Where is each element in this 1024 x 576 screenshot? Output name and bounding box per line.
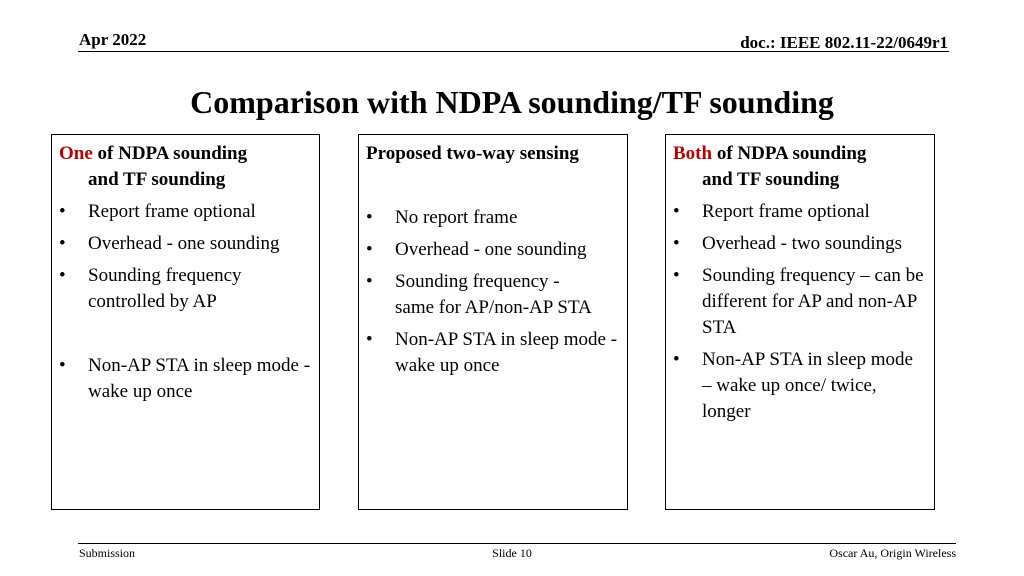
list-item (52, 353, 319, 405)
list-item (666, 347, 934, 425)
list-item (666, 231, 934, 257)
bullet-icon: • (366, 271, 373, 292)
comparison-box-ndpa-and-tf (665, 134, 935, 510)
list-item (359, 327, 627, 379)
list-item (52, 231, 319, 257)
bullet-icon: • (59, 265, 66, 286)
bullet-text: Report frame optional (702, 201, 870, 222)
bullet-icon: • (673, 265, 680, 286)
bullet-icon: • (59, 201, 66, 222)
list-item (666, 199, 934, 225)
bullet-text: Overhead - one sounding (395, 239, 587, 260)
bullet-list (52, 199, 319, 411)
header-divider (78, 51, 949, 52)
heading-emphasis: One (59, 143, 93, 164)
bullet-text: Sounding frequency - same for AP/non-AP STA (395, 271, 592, 318)
bullet-text: Report frame optional (88, 201, 256, 222)
bullet-list (666, 199, 934, 431)
bullet-text: Non-AP STA in sleep mode - wake up once (88, 355, 311, 402)
bullet-text: Overhead - two soundings (702, 233, 902, 254)
slide-title: Comparison with NDPA sounding/TF sounding (190, 84, 834, 120)
header-date: Apr 2022 (79, 30, 147, 49)
bullet-text: Overhead - one sounding (88, 233, 280, 254)
heading-continuation: and TF sounding (702, 169, 840, 190)
bullet-list (359, 205, 627, 385)
bullet-icon: • (366, 329, 373, 350)
heading-emphasis: Both (673, 143, 713, 164)
heading-text: of NDPA sounding (712, 143, 867, 164)
list-item (359, 269, 627, 321)
bullet-text: No report frame (395, 207, 518, 228)
footer-author: Oscar Au, Origin Wireless (829, 546, 956, 560)
bullet-text: Sounding frequency controlled by AP (88, 265, 242, 312)
heading-continuation: and TF sounding (88, 169, 226, 190)
bullet-text: Non-AP STA in sleep mode – wake up once/ twice, longer (702, 349, 913, 422)
comparison-box-ndpa-or-tf (51, 134, 320, 510)
footer-slide-number: Slide 10 (492, 546, 532, 560)
bullet-text: Non-AP STA in sleep mode - wake up once (395, 329, 618, 376)
box-heading (59, 141, 309, 193)
bullet-icon: • (673, 349, 680, 370)
bullet-icon: • (673, 201, 680, 222)
bullet-icon: • (673, 233, 680, 254)
bullet-text: Sounding frequency – can be different for AP and non-AP STA (702, 265, 924, 338)
list-item (359, 205, 627, 231)
bullet-icon: • (366, 239, 373, 260)
list-item (52, 263, 319, 315)
list-item (666, 263, 934, 341)
bullet-icon: • (59, 233, 66, 254)
footer-submission: Submission (79, 546, 136, 560)
box-heading: Proposed two-way sensing (366, 143, 579, 164)
bullet-icon: • (366, 207, 373, 228)
box-heading (673, 141, 923, 193)
comparison-box-proposed (358, 134, 628, 510)
bullet-icon: • (59, 355, 66, 376)
heading-text: of NDPA sounding (92, 143, 248, 164)
list-item (52, 199, 319, 225)
footer-divider (78, 543, 956, 544)
header-doc-id: doc.: IEEE 802.11-22/0649r1 (740, 33, 948, 52)
list-item (359, 237, 627, 263)
